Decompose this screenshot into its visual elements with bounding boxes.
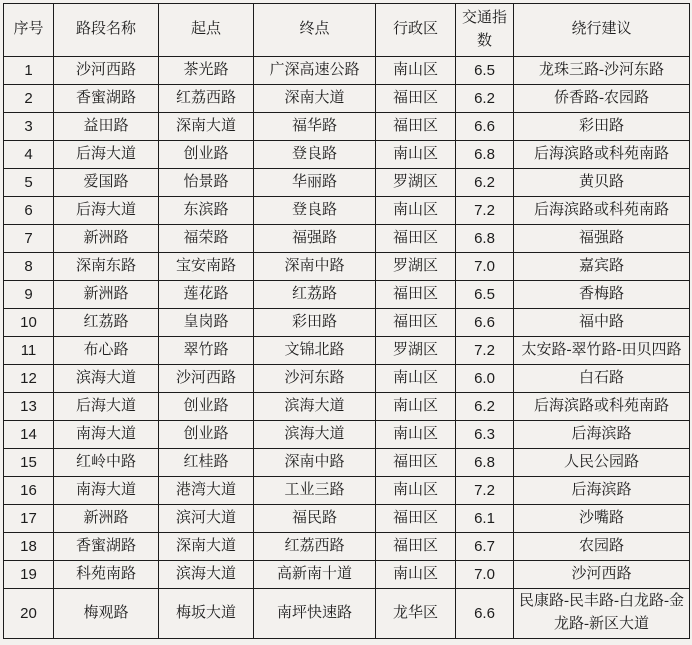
cell-district: 南山区 <box>376 421 456 449</box>
cell-district: 福田区 <box>376 113 456 141</box>
traffic-index-table <box>3 3 690 639</box>
cell-detour-advice: 太安路-翠竹路-田贝四路 <box>514 337 690 365</box>
cell-index: 20 <box>4 589 54 639</box>
cell-index: 8 <box>4 253 54 281</box>
table-row <box>4 169 690 197</box>
cell-detour-advice: 白石路 <box>514 365 690 393</box>
cell-end-point: 华丽路 <box>254 169 376 197</box>
cell-road-name: 香蜜湖路 <box>54 533 159 561</box>
cell-district: 南山区 <box>376 365 456 393</box>
cell-detour-advice: 后海滨路或科苑南路 <box>514 393 690 421</box>
cell-district: 福田区 <box>376 449 456 477</box>
cell-road-name: 深南东路 <box>54 253 159 281</box>
cell-traffic-index: 6.6 <box>456 113 514 141</box>
cell-district: 南山区 <box>376 141 456 169</box>
cell-district: 罗湖区 <box>376 169 456 197</box>
header-cell-end-point: 终点 <box>254 4 376 57</box>
cell-road-name: 爱国路 <box>54 169 159 197</box>
table-row <box>4 421 690 449</box>
cell-end-point: 登良路 <box>254 197 376 225</box>
cell-detour-advice: 民康路-民丰路-白龙路-金龙路-新区大道 <box>514 589 690 639</box>
cell-index: 10 <box>4 309 54 337</box>
cell-end-point: 滨海大道 <box>254 421 376 449</box>
header-cell-detour-advice: 绕行建议 <box>514 4 690 57</box>
cell-start-point: 创业路 <box>159 421 254 449</box>
cell-start-point: 怡景路 <box>159 169 254 197</box>
cell-detour-advice: 嘉宾路 <box>514 253 690 281</box>
cell-road-name: 后海大道 <box>54 197 159 225</box>
cell-detour-advice: 沙河西路 <box>514 561 690 589</box>
cell-traffic-index: 6.6 <box>456 589 514 639</box>
cell-traffic-index: 6.2 <box>456 393 514 421</box>
cell-start-point: 东滨路 <box>159 197 254 225</box>
table-row <box>4 533 690 561</box>
cell-end-point: 福民路 <box>254 505 376 533</box>
cell-end-point: 沙河东路 <box>254 365 376 393</box>
cell-start-point: 红荔西路 <box>159 85 254 113</box>
cell-road-name: 新洲路 <box>54 505 159 533</box>
table-row <box>4 477 690 505</box>
cell-end-point: 深南中路 <box>254 253 376 281</box>
cell-index: 1 <box>4 57 54 85</box>
cell-traffic-index: 6.5 <box>456 281 514 309</box>
cell-district: 罗湖区 <box>376 337 456 365</box>
cell-end-point: 南坪快速路 <box>254 589 376 639</box>
cell-district: 福田区 <box>376 533 456 561</box>
table-row <box>4 85 690 113</box>
cell-district: 福田区 <box>376 505 456 533</box>
cell-district: 罗湖区 <box>376 253 456 281</box>
cell-detour-advice: 后海滨路或科苑南路 <box>514 141 690 169</box>
header-cell-road-name: 路段名称 <box>54 4 159 57</box>
header-row <box>4 4 690 57</box>
cell-index: 19 <box>4 561 54 589</box>
cell-index: 11 <box>4 337 54 365</box>
cell-end-point: 文锦北路 <box>254 337 376 365</box>
cell-district: 龙华区 <box>376 589 456 639</box>
table-row <box>4 197 690 225</box>
cell-district: 南山区 <box>376 197 456 225</box>
cell-index: 14 <box>4 421 54 449</box>
cell-end-point: 工业三路 <box>254 477 376 505</box>
cell-index: 15 <box>4 449 54 477</box>
cell-detour-advice: 后海滨路 <box>514 477 690 505</box>
cell-detour-advice: 后海滨路或科苑南路 <box>514 197 690 225</box>
header-cell-traffic-index: 交通指数 <box>456 4 514 57</box>
cell-detour-advice: 彩田路 <box>514 113 690 141</box>
cell-road-name: 红岭中路 <box>54 449 159 477</box>
table-row <box>4 141 690 169</box>
table-row <box>4 393 690 421</box>
cell-index: 16 <box>4 477 54 505</box>
header-cell-index: 序号 <box>4 4 54 57</box>
cell-index: 7 <box>4 225 54 253</box>
cell-road-name: 新洲路 <box>54 225 159 253</box>
table-row <box>4 561 690 589</box>
cell-index: 9 <box>4 281 54 309</box>
cell-district: 南山区 <box>376 393 456 421</box>
cell-road-name: 香蜜湖路 <box>54 85 159 113</box>
cell-district: 福田区 <box>376 281 456 309</box>
cell-end-point: 彩田路 <box>254 309 376 337</box>
cell-traffic-index: 7.0 <box>456 253 514 281</box>
cell-traffic-index: 6.1 <box>456 505 514 533</box>
cell-index: 4 <box>4 141 54 169</box>
cell-start-point: 港湾大道 <box>159 477 254 505</box>
cell-start-point: 深南大道 <box>159 113 254 141</box>
cell-traffic-index: 6.3 <box>456 421 514 449</box>
cell-road-name: 后海大道 <box>54 141 159 169</box>
cell-start-point: 莲花路 <box>159 281 254 309</box>
cell-district: 南山区 <box>376 477 456 505</box>
cell-start-point: 皇岗路 <box>159 309 254 337</box>
table-row <box>4 57 690 85</box>
cell-end-point: 深南大道 <box>254 85 376 113</box>
cell-detour-advice: 香梅路 <box>514 281 690 309</box>
cell-road-name: 南海大道 <box>54 421 159 449</box>
cell-start-point: 茶光路 <box>159 57 254 85</box>
table-row <box>4 589 690 639</box>
cell-detour-advice: 黄贝路 <box>514 169 690 197</box>
cell-district: 福田区 <box>376 85 456 113</box>
cell-detour-advice: 龙珠三路-沙河东路 <box>514 57 690 85</box>
cell-index: 18 <box>4 533 54 561</box>
cell-detour-advice: 人民公园路 <box>514 449 690 477</box>
cell-traffic-index: 6.2 <box>456 85 514 113</box>
header-cell-district: 行政区 <box>376 4 456 57</box>
cell-road-name: 新洲路 <box>54 281 159 309</box>
cell-traffic-index: 6.5 <box>456 57 514 85</box>
cell-end-point: 福强路 <box>254 225 376 253</box>
cell-index: 12 <box>4 365 54 393</box>
table-row <box>4 365 690 393</box>
cell-traffic-index: 7.2 <box>456 477 514 505</box>
cell-road-name: 益田路 <box>54 113 159 141</box>
cell-road-name: 红荔路 <box>54 309 159 337</box>
header-cell-start-point: 起点 <box>159 4 254 57</box>
table-row <box>4 113 690 141</box>
table-row <box>4 337 690 365</box>
cell-traffic-index: 7.0 <box>456 561 514 589</box>
cell-end-point: 滨海大道 <box>254 393 376 421</box>
cell-road-name: 后海大道 <box>54 393 159 421</box>
cell-end-point: 登良路 <box>254 141 376 169</box>
table-row <box>4 253 690 281</box>
cell-district: 南山区 <box>376 57 456 85</box>
cell-start-point: 滨海大道 <box>159 561 254 589</box>
cell-road-name: 科苑南路 <box>54 561 159 589</box>
table-row <box>4 309 690 337</box>
cell-road-name: 布心路 <box>54 337 159 365</box>
cell-start-point: 创业路 <box>159 141 254 169</box>
table-row <box>4 225 690 253</box>
cell-detour-advice: 后海滨路 <box>514 421 690 449</box>
cell-end-point: 福华路 <box>254 113 376 141</box>
cell-detour-advice: 侨香路-农园路 <box>514 85 690 113</box>
table-row <box>4 449 690 477</box>
cell-start-point: 福荣路 <box>159 225 254 253</box>
cell-road-name: 南海大道 <box>54 477 159 505</box>
cell-traffic-index: 6.7 <box>456 533 514 561</box>
cell-start-point: 红桂路 <box>159 449 254 477</box>
table-row <box>4 281 690 309</box>
cell-district: 福田区 <box>376 225 456 253</box>
cell-road-name: 沙河西路 <box>54 57 159 85</box>
cell-index: 6 <box>4 197 54 225</box>
cell-traffic-index: 6.8 <box>456 225 514 253</box>
cell-road-name: 梅观路 <box>54 589 159 639</box>
cell-traffic-index: 6.8 <box>456 141 514 169</box>
cell-end-point: 红荔西路 <box>254 533 376 561</box>
cell-index: 3 <box>4 113 54 141</box>
cell-traffic-index: 6.0 <box>456 365 514 393</box>
cell-district: 南山区 <box>376 561 456 589</box>
cell-index: 13 <box>4 393 54 421</box>
cell-start-point: 滨河大道 <box>159 505 254 533</box>
cell-traffic-index: 7.2 <box>456 337 514 365</box>
cell-end-point: 深南中路 <box>254 449 376 477</box>
cell-road-name: 滨海大道 <box>54 365 159 393</box>
cell-start-point: 宝安南路 <box>159 253 254 281</box>
table-row <box>4 505 690 533</box>
cell-traffic-index: 6.6 <box>456 309 514 337</box>
cell-detour-advice: 福强路 <box>514 225 690 253</box>
cell-detour-advice: 福中路 <box>514 309 690 337</box>
cell-traffic-index: 6.8 <box>456 449 514 477</box>
cell-traffic-index: 6.2 <box>456 169 514 197</box>
table-body <box>4 57 690 639</box>
cell-start-point: 沙河西路 <box>159 365 254 393</box>
cell-traffic-index: 7.2 <box>456 197 514 225</box>
cell-start-point: 梅坂大道 <box>159 589 254 639</box>
cell-start-point: 翠竹路 <box>159 337 254 365</box>
cell-start-point: 创业路 <box>159 393 254 421</box>
cell-detour-advice: 农园路 <box>514 533 690 561</box>
cell-index: 17 <box>4 505 54 533</box>
cell-index: 2 <box>4 85 54 113</box>
cell-start-point: 深南大道 <box>159 533 254 561</box>
cell-detour-advice: 沙嘴路 <box>514 505 690 533</box>
cell-district: 福田区 <box>376 309 456 337</box>
cell-end-point: 红荔路 <box>254 281 376 309</box>
cell-end-point: 广深高速公路 <box>254 57 376 85</box>
cell-index: 5 <box>4 169 54 197</box>
cell-end-point: 高新南十道 <box>254 561 376 589</box>
